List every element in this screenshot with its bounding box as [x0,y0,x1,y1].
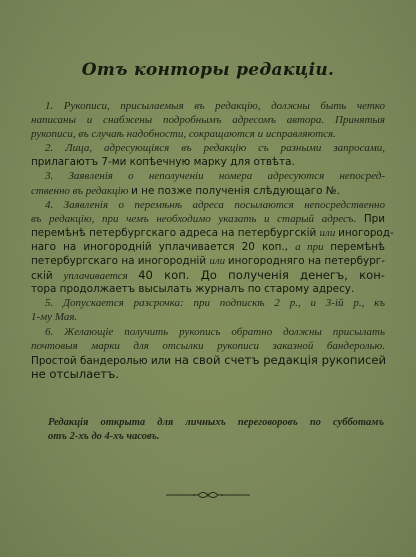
text-run: уплачивается [63,270,139,283]
text-line: 4. Заявленія о перемѣнѣ адреса посылаются непосредственно [45,198,385,211]
text-line [31,268,385,282]
text-line: 1. Рукописи, присылаемыя въ редакцію, должны быть четко [45,100,385,112]
text-line: написаны и снабжены подробнымъ адресомъ автора. Принятыя [31,114,385,127]
text-line [31,240,385,254]
paragraph-6 [31,325,385,381]
text-line: почтовыя марки для отсылки рукописи заказной бандеролью. [31,339,385,352]
text-run: или [319,226,339,239]
text-line: тора продолжаетъ высылать журналъ по старому адресу. [31,283,355,296]
text-line [31,353,385,367]
text-run: и не позже полученія слѣдующаго №. [131,184,340,197]
text-run: иногородняго на петербург- [227,255,385,268]
text-line: 3. Заявленія о неполученіи номера адресуются непосред- [45,170,385,183]
text-run: а при [295,240,331,253]
page-title: Отъ конторы редакціи. [81,60,335,80]
text-line [31,184,385,198]
office-hours-note [48,416,384,444]
paragraph-5 [31,296,385,324]
text-run: на свой счетъ редакція рукописей [174,352,387,367]
text-run: 40 коп. До полученія денегъ, кон- [138,268,385,283]
text-line: 6. Желающіе получить рукопись обратно должны присылать [45,325,385,338]
text-line: рукописи, въ случаѣ надобности, сокращаются и исправляются. [31,128,336,141]
text-run: При [363,212,385,225]
paragraph-3 [31,169,385,197]
text-line [31,226,394,240]
text-line: 2. Лица, адресующіяся въ редакцію съ разными запросами, [45,142,385,155]
text-run: Простой бандеролью или [31,354,175,367]
text-run: перемѣнѣ [330,240,386,253]
text-line [31,212,385,226]
text-run: перемѣнѣ петербургскаго адреса на петербургскій [31,226,320,239]
text-run: ственно въ редакцію [31,184,132,197]
note-line: Редакція открыта для личныхъ переговоровъ по субботамъ [48,417,384,428]
text-line: прилагаютъ 7-ми копѣечную марку для отвѣта. [31,156,295,169]
text-run: петербургскаго на иногородній [31,255,210,268]
ornament-rule-icon [164,489,252,501]
text-line: 1-му Мая. [31,311,78,324]
paragraph-1 [31,99,385,141]
text-run: иногород- [338,226,394,239]
text-line [31,254,385,268]
note-line: отъ 2-хъ до 4-хъ часовъ. [48,431,160,442]
notice-body [31,99,394,381]
text-run: наго на иногородній уплачивается 20 коп., [31,240,296,253]
text-line: 5. Допускается разсрочка: при подпискѣ 2 р., и 3-ій р., къ [45,297,385,310]
text-run: скій [31,270,64,283]
paragraph-4 [31,198,394,297]
text-line: не отсылаетъ. [31,366,120,381]
paragraph-2 [31,141,385,169]
text-run: или [209,255,228,268]
text-run: въ редакцію, при чемъ необходимо указать и старый адресъ. [31,212,364,225]
